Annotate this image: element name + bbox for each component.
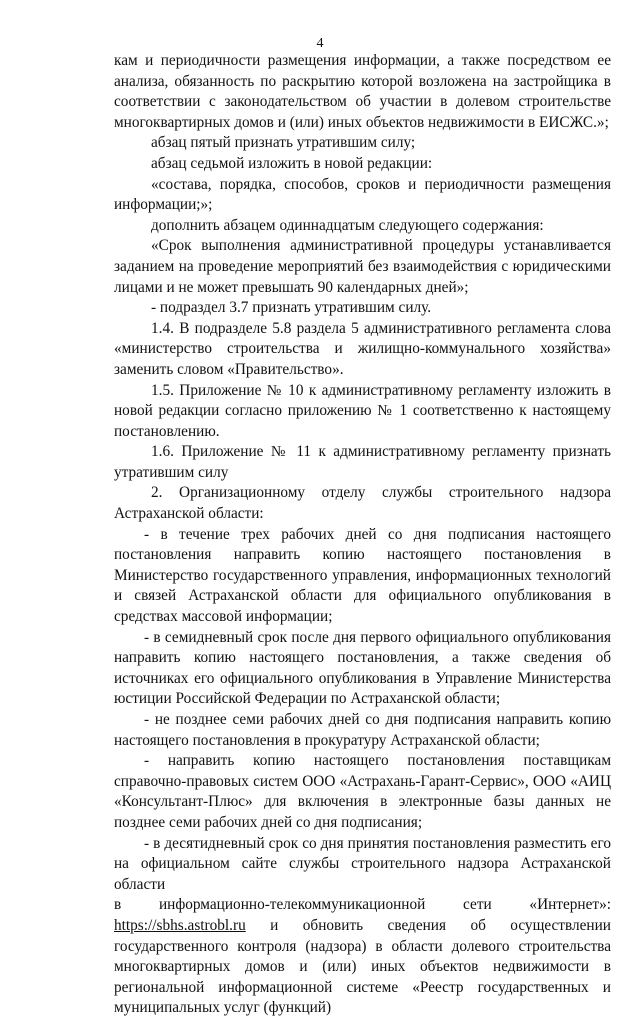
page-number: 4 — [316, 36, 324, 51]
paragraph-1-4: 1.4. В подразделе 5.8 раздела 5 административного регламента слова «министерство строительства и жилищно-коммунального хозяйства» заменить словом «Правительство». — [114, 319, 611, 378]
paragraph-item-3: - не позднее семи рабочих дней со дня подписания направить копию настоящего постановления в прокуратуру Астраханской области; — [114, 711, 611, 749]
paragraph-item-5-rest — [114, 916, 611, 1019]
paragraph-clause-7: абзац седьмой изложить в новой редакции: — [151, 154, 433, 172]
paragraph-item-4: - направить копию настоящего постановления поставщикам справочно-правовых систем ООО «Астрахань-Гарант-Сервис», ООО «АИЦ «Консультант-Плюс» для включения в электронные базы данных не позднее семи рабочих дней со дня подписания; — [114, 752, 611, 831]
paragraph-item-5-tail: и обновить сведения об осуществлении государственного контроля (надзора) в области долевого строительства многоквартирных домов и (или) иных объектов недвижимости в региональной информационной системе «Реестр государственных и муниципальных услуг (функций) — [114, 916, 611, 1017]
website-link[interactable]: https://sbhs.astrobl.ru — [114, 916, 246, 934]
paragraph-item-2: - в семидневный срок после дня первого официального опубликования направить копию настоящего постановления, а также сведения об источниках его официального опубликования в Управление Министерства юстиции Российской Федерации по Астраханской области; — [114, 628, 611, 708]
paragraph-subsection-3-7: - подраздел 3.7 признать утратившим силу. — [151, 299, 432, 317]
paragraph-item-1: - в течение трех рабочих дней со дня подписания настоящего постановления направить копию настоящего постановления в Министерство государственного управления, информационных технологий и связей Астраханской области для официального опубликования в средствах массовой информации; — [114, 525, 611, 626]
paragraph-1-5: 1.5. Приложение № 10 к административному регламенту изложить в новой редакции согласно приложению № 1 соответственно к настоящему постановлению. — [114, 381, 611, 440]
paragraph-add-clause: дополнить абзацем одиннадцатым следующего содержания: — [151, 216, 544, 234]
paragraph-item-5-line-3: в информационно-телекоммуникационной сети «Интернет»: — [114, 896, 611, 914]
paragraph-item-5-line-1: - в десятидневный срок со дня принятия постановления разместить его — [144, 834, 611, 852]
paragraph-item-5-line-2: на официальном сайте службы строительного надзора Астраханской области — [114, 855, 611, 893]
paragraph-quote-1: «состава, порядка, способов, сроков и периодичности размещения информации;»; — [114, 175, 611, 214]
paragraph-quote-2: «Срок выполнения административной процедуры устанавливается заданием на проведение мероприятий без взаимодействия с юридическими лицами и не может превышать 90 календарных дней»; — [114, 237, 611, 296]
paragraph-continuation: кам и периодичности размещения информации, а также посредством ее анализа, обязанность по раскрытию которой возложена на застройщика в соответствии с законодательством об участии в долевом строительстве многоквартирных домов и (или) иных объектов недвижимости в ЕИСЖС.»; — [114, 52, 611, 131]
paragraph-2: 2. Организационному отделу службы строительного надзора Астраханской области: — [114, 484, 611, 523]
document-body — [114, 51, 611, 1019]
paragraph-1-6: 1.6. Приложение № 11 к административному регламенту признать утратившим силу — [114, 443, 611, 481]
paragraph-clause-5: абзац пятый признать утратившим силу; — [151, 134, 416, 152]
